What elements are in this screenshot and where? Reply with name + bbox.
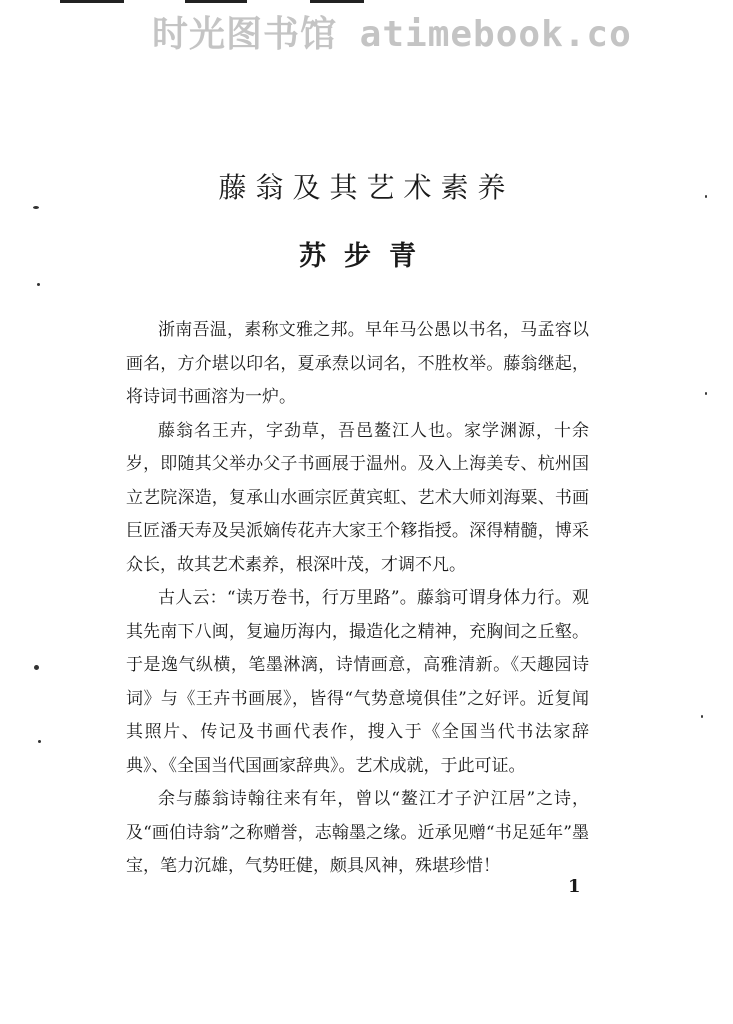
author-name: 苏步青	[299, 241, 434, 272]
paragraph-3: 古人云：“读万卷书，行万里路”。藤翁可谓身体力行。观其先南下八闽，复遍历海内，撮造化之精神，充胸间之丘壑。于是逸气纵横，笔墨淋漓，诗情画意，高雅清新。《天趣园诗词》与《王卉书画展》，皆得“气势意境俱佳”之好评。近复闻其照片、传记及书画代表作，搜入于《全国当代书法家辞典》、《全国当代国画家辞典》。艺术成就，于此可证。	[126, 588, 589, 776]
top-rule-right	[310, 0, 364, 3]
article-body	[126, 314, 589, 884]
scan-speck	[705, 392, 707, 395]
article-title: 藤翁及其艺术素养	[218, 171, 515, 204]
scan-speck	[38, 740, 41, 743]
scan-speck	[33, 206, 39, 209]
top-rule-left	[60, 0, 124, 3]
scan-speck	[705, 195, 707, 198]
scan-speck	[37, 283, 40, 286]
page-number: 1	[568, 876, 581, 897]
scan-speck	[701, 715, 703, 718]
paragraph-1: 浙南吾温，素称文雅之邦。早年马公愚以书名，马孟容以画名，方介堪以印名，夏承焘以词名，不胜枚举。藤翁继起，将诗词书画溶为一炉。	[126, 320, 589, 407]
scan-speck	[34, 665, 39, 670]
top-rule-middle	[185, 0, 247, 3]
watermark: 时光图书馆 atimebook.co	[152, 14, 632, 55]
paragraph-2: 藤翁名王卉，字劲草，吾邑鳌江人也。家学渊源，十余岁，即随其父举办父子书画展于温州。及入上海美专、杭州国立艺院深造，复承山水画宗匠黄宾虹、艺术大师刘海粟、书画巨匠潘天寿及吴派嫡传花卉大家王个簃指授。深得精髓，博采众长，故其艺术素养，根深叶茂，才调不凡。	[126, 420, 589, 575]
paragraph-4: 余与藤翁诗翰往来有年，曾以“鳌江才子沪江居”之诗，及“画伯诗翁”之称赠誉，志翰墨之缘。近承见赠“书足延年”墨宝，笔力沉雄，气势旺健，颇具风神，殊堪珍惜！	[126, 789, 589, 876]
